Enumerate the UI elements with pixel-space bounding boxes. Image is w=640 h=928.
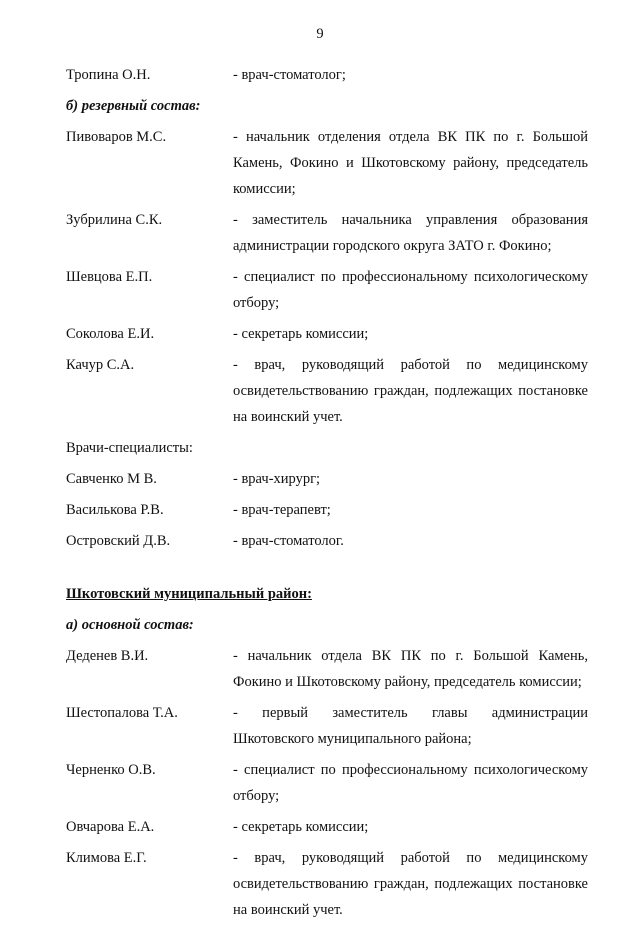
reserve-heading: б) резервный состав: <box>66 98 201 114</box>
member-row <box>66 124 588 202</box>
member-role: - врач, руководящий работой по медицинскому освидетельствованию граждан, подлежащих постановке на воинский учет. <box>233 357 588 425</box>
member-row <box>66 207 588 259</box>
member-name: Климова Е.Г. <box>66 850 147 866</box>
member-row <box>66 528 588 554</box>
member-row <box>66 757 588 809</box>
member-row <box>66 321 588 347</box>
member-role: - врач-терапевт; <box>233 502 331 518</box>
member-name: Качур С.А. <box>66 357 135 373</box>
member-name: Соколова Е.И. <box>66 326 155 342</box>
member-role: - специалист по профессиональному психологическому отбору; <box>233 762 588 804</box>
specialists-label: Врачи-специалисты: <box>66 440 193 456</box>
member-row <box>66 62 588 88</box>
document-body <box>66 62 588 928</box>
member-name: Деденев В.И. <box>66 648 149 664</box>
member-role: - специалист по профессиональному психологическому отбору; <box>233 269 588 311</box>
member-role: - первый заместитель главы администрации Шкотовского муниципального района; <box>233 705 588 747</box>
member-role: - врач-стоматолог; <box>233 67 346 83</box>
member-role: - врач-хирург; <box>233 471 321 487</box>
member-row <box>66 466 588 492</box>
member-row <box>66 497 588 523</box>
member-name: Черненко О.В. <box>66 762 156 778</box>
member-row <box>66 814 588 840</box>
member-name: Савченко М В. <box>66 471 157 487</box>
member-row <box>66 643 588 695</box>
main-heading: а) основной состав: <box>66 617 194 633</box>
member-name: Островский Д.В. <box>66 533 171 549</box>
page-number: 9 <box>316 26 324 42</box>
member-row <box>66 352 588 430</box>
member-role: - секретарь комиссии; <box>233 819 369 835</box>
member-name: Пивоваров М.С. <box>66 129 167 145</box>
member-name: Василькова Р.В. <box>66 502 164 518</box>
member-role: - заместитель начальника управления образования администрации городского округа ЗАТО г. Фокино; <box>233 212 588 254</box>
section-title: Шкотовский муниципальный район: <box>66 586 312 602</box>
member-row <box>66 700 588 752</box>
member-name: Шевцова Е.П. <box>66 269 153 285</box>
member-role: - врач, руководящий работой по медицинскому освидетельствованию граждан, подлежащих постановке на воинский учет. <box>233 850 588 918</box>
member-name: Зубрилина С.К. <box>66 212 163 228</box>
member-name: Шестопалова Т.А. <box>66 705 178 721</box>
member-role: - начальник отдела ВК ПК по г. Большой Камень, Фокино и Шкотовскому району, председатель комиссии; <box>233 648 588 690</box>
member-role: - врач-стоматолог. <box>233 533 344 549</box>
member-row <box>66 845 588 923</box>
member-row <box>66 264 588 316</box>
member-role: - начальник отделения отдела ВК ПК по г. Большой Камень, Фокино и Шкотовскому району, председатель комиссии; <box>233 129 588 197</box>
member-name: Овчарова Е.А. <box>66 819 155 835</box>
member-role: - секретарь комиссии; <box>233 326 369 342</box>
member-name: Тропина О.Н. <box>66 67 151 83</box>
